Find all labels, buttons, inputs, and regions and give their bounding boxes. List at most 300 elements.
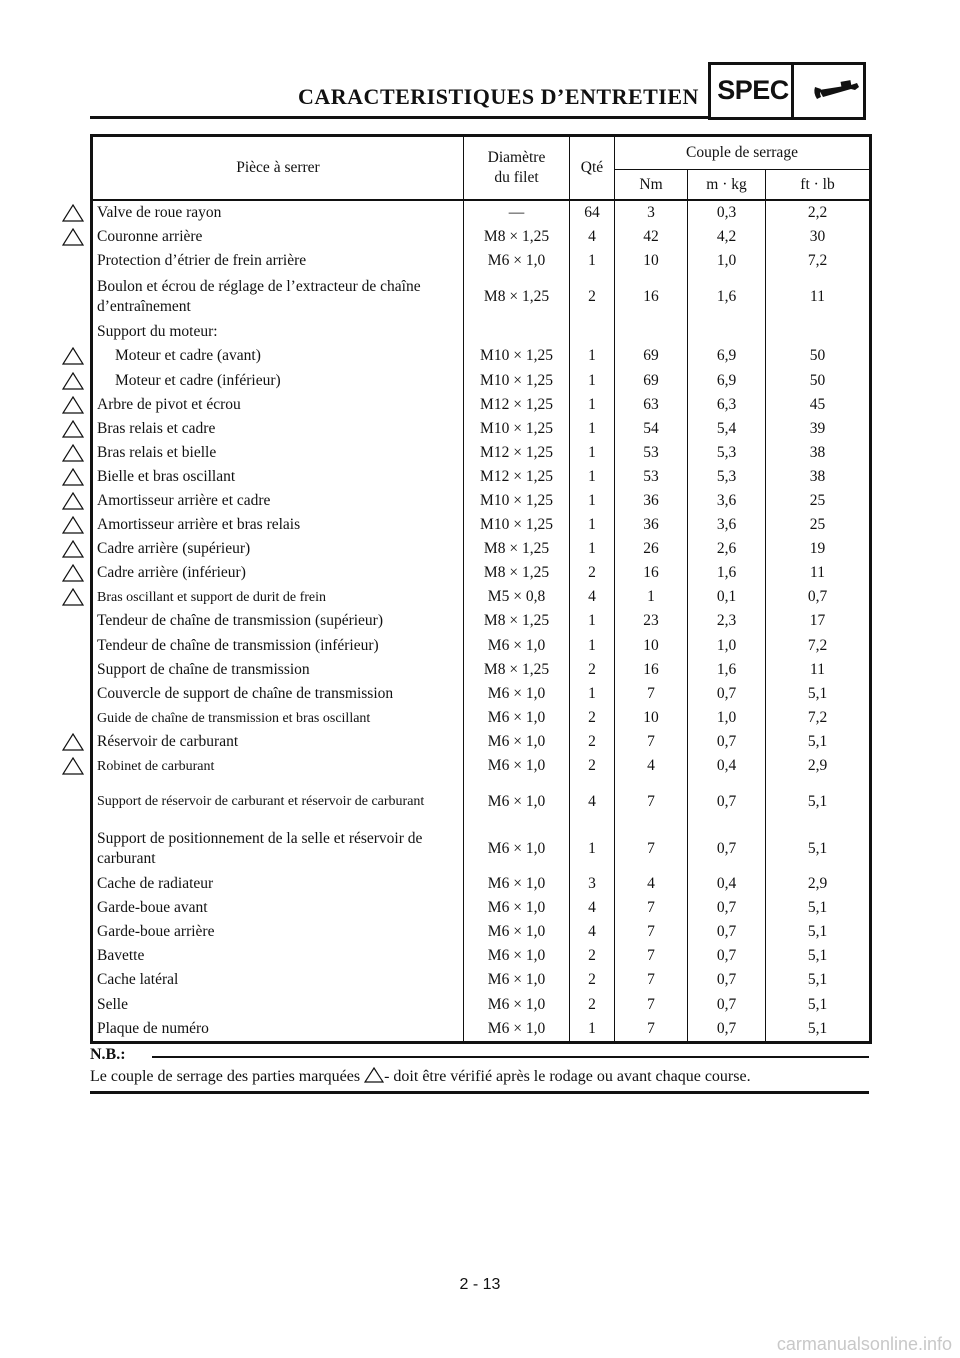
cell-nm (615, 993, 688, 1017)
cell-nm-text: 7 (647, 971, 655, 989)
cell-mkg (688, 944, 766, 968)
cell-mkg-text: 0,1 (716, 588, 737, 606)
cell-ftlb-text: 5,1 (807, 995, 828, 1013)
cell-qte-text: 1 (588, 1019, 596, 1037)
cell-piece (92, 658, 464, 682)
triangle-icon (364, 1067, 384, 1083)
cell-ftlb-text: 2,2 (807, 204, 828, 222)
cell-qte-text: 1 (588, 419, 596, 437)
cell-mkg-text: 3,6 (716, 516, 737, 534)
cell-piece-text: Plaque de numéro (97, 1019, 209, 1037)
table-row (92, 585, 871, 609)
table-row (92, 200, 871, 225)
cell-mkg (688, 537, 766, 561)
cell-nm (615, 968, 688, 992)
header-piece: Pièce à serrer (92, 136, 464, 201)
cell-nm-text: 4 (647, 757, 655, 775)
page-number: 2 - 13 (459, 1276, 501, 1293)
cell-diametre (464, 513, 570, 537)
cell-qte-text: 4 (588, 228, 596, 246)
cell-diametre-text: M6 × 1,0 (487, 971, 546, 989)
cell-piece-text: Selle (97, 995, 128, 1013)
cell-diametre-text: M5 × 0,8 (487, 588, 546, 606)
cell-mkg (688, 825, 766, 872)
cell-ftlb (766, 561, 871, 585)
cell-nm (615, 537, 688, 561)
cell-qte (570, 944, 615, 968)
cell-nm-text: 7 (647, 732, 655, 750)
spec-divider (791, 65, 794, 117)
cell-ftlb (766, 920, 871, 944)
spec-label: SPEC (717, 75, 789, 105)
note-text-before: Le couple de serrage des parties marquées (90, 1068, 365, 1085)
cell-mkg (688, 200, 766, 225)
cell-piece (92, 754, 464, 778)
cell-diametre-text: M6 × 1,0 (487, 757, 546, 775)
cell-ftlb (766, 706, 871, 730)
cell-diametre (464, 465, 570, 489)
cell-piece (92, 993, 464, 1017)
table-row (92, 368, 871, 392)
cell-diametre-text: M10 × 1,25 (480, 491, 553, 509)
cell-mkg (688, 489, 766, 513)
cell-diametre (464, 754, 570, 778)
cell-diametre (464, 393, 570, 417)
cell-ftlb-text: 17 (809, 612, 826, 630)
cell-mkg (688, 368, 766, 392)
cell-piece (92, 417, 464, 441)
cell-ftlb (766, 225, 871, 249)
cell-qte-text: 2 (588, 564, 596, 582)
cell-mkg-text: 1,0 (716, 708, 737, 726)
cell-qte-text: 2 (588, 757, 596, 775)
cell-piece (92, 825, 464, 872)
cell-ftlb-text: 5,1 (807, 971, 828, 989)
cell-qte-text: 2 (588, 947, 596, 965)
cell-ftlb (766, 658, 871, 682)
cell-qte (570, 872, 615, 896)
cell-qte (570, 225, 615, 249)
cell-ftlb (766, 944, 871, 968)
cell-nm-text: 3 (647, 204, 655, 222)
cell-diametre-text: M6 × 1,0 (487, 947, 546, 965)
cell-qte-text: 2 (588, 995, 596, 1013)
table-row (92, 489, 871, 513)
cell-piece-text: Bras relais et bielle (97, 443, 217, 461)
cell-ftlb (766, 393, 871, 417)
cell-nm-text: 69 (643, 347, 659, 365)
cell-diametre (464, 825, 570, 872)
cell-qte-text: 4 (588, 588, 596, 606)
cell-piece (92, 585, 464, 609)
cell-mkg (688, 344, 766, 368)
cell-piece (92, 513, 464, 537)
cell-ftlb-text: 7,2 (807, 708, 828, 726)
cell-ftlb-text: 7,2 (807, 252, 828, 270)
cell-qte (570, 513, 615, 537)
cell-piece (92, 920, 464, 944)
table-row (92, 441, 871, 465)
triangle-icon (62, 540, 84, 558)
cell-mkg-text: 3,6 (716, 491, 737, 509)
cell-mkg (688, 441, 766, 465)
cell-piece (92, 872, 464, 896)
cell-nm-text: 26 (643, 540, 659, 558)
cell-nm-text: 7 (647, 947, 655, 965)
cell-qte (570, 537, 615, 561)
cell-qte-text: 4 (588, 792, 596, 810)
cell-nm (615, 1017, 688, 1043)
cell-mkg-text: 2,3 (716, 612, 737, 630)
cell-diametre-text: M6 × 1,0 (487, 923, 546, 941)
cell-ftlb-text: 5,1 (807, 899, 828, 917)
cell-ftlb-text: 5,1 (807, 1019, 828, 1037)
cell-ftlb-text: 5,1 (807, 839, 828, 857)
cell-ftlb (766, 465, 871, 489)
cell-nm-text: 10 (643, 252, 659, 270)
cell-mkg-text: 6,9 (716, 371, 737, 389)
cell-ftlb (766, 368, 871, 392)
cell-ftlb-text: 19 (809, 540, 826, 558)
cell-mkg-text: 5,3 (716, 443, 737, 461)
cell-piece (92, 968, 464, 992)
cell-mkg (688, 249, 766, 273)
cell-nm (615, 658, 688, 682)
table-row (92, 920, 871, 944)
cell-mkg-text: 6,3 (716, 395, 737, 413)
triangle-icon (62, 757, 84, 775)
cell-nm-text: 7 (647, 899, 655, 917)
cell-nm (615, 585, 688, 609)
table-row (92, 730, 871, 754)
cell-ftlb-text: 50 (809, 347, 826, 365)
cell-piece (92, 200, 464, 225)
cell-diametre (464, 561, 570, 585)
note-rule-top (152, 1056, 869, 1058)
cell-mkg-text: 0,7 (716, 947, 737, 965)
cell-qte-text: 2 (588, 971, 596, 989)
table-row (92, 968, 871, 992)
note-label: N.B.: (90, 1046, 126, 1063)
cell-ftlb-text: 38 (809, 443, 826, 461)
triangle-icon (62, 444, 84, 462)
cell-nm (615, 273, 688, 320)
cell-nm (615, 249, 688, 273)
cell-piece (92, 730, 464, 754)
cell-nm (615, 778, 688, 825)
cell-qte (570, 249, 615, 273)
cell-piece (92, 609, 464, 633)
cell-diametre (464, 273, 570, 320)
cell-mkg (688, 920, 766, 944)
cell-qte-text: 1 (588, 371, 596, 389)
table-row (92, 682, 871, 706)
cell-qte (570, 417, 615, 441)
cell-qte-text: 1 (588, 347, 596, 365)
cell-qte (570, 920, 615, 944)
cell-mkg-text: 0,7 (716, 684, 737, 702)
cell-piece (92, 344, 464, 368)
cell-diametre-text: M8 × 1,25 (483, 564, 550, 582)
cell-qte-text: 1 (588, 443, 596, 461)
cell-mkg-text: 0,7 (716, 732, 737, 750)
cell-ftlb (766, 344, 871, 368)
cell-ftlb-text: 38 (809, 467, 826, 485)
cell-diametre-text: M8 × 1,25 (483, 228, 550, 246)
cell-nm (615, 320, 688, 344)
page-title: CARACTERISTIQUES D’ENTRETIEN (298, 84, 699, 109)
table-row (92, 417, 871, 441)
cell-mkg-text: 0,7 (716, 899, 737, 917)
cell-nm (615, 561, 688, 585)
cell-diametre-text: M6 × 1,0 (487, 995, 546, 1013)
cell-diametre-text: M6 × 1,0 (487, 708, 546, 726)
cell-qte (570, 896, 615, 920)
cell-piece (92, 368, 464, 392)
cell-diametre-text: M8 × 1,25 (483, 540, 550, 558)
cell-piece-text: Bras relais et cadre (97, 419, 216, 437)
cell-mkg-text: 0,7 (716, 923, 737, 941)
cell-nm (615, 417, 688, 441)
cell-diametre (464, 537, 570, 561)
cell-piece-text: Moteur et cadre (inférieur) (115, 371, 281, 389)
note-rule-bottom (90, 1091, 869, 1094)
triangle-icon (62, 588, 84, 606)
cell-qte (570, 730, 615, 754)
torque-table (90, 134, 872, 1044)
cell-piece-text: Valve de roue rayon (97, 204, 222, 222)
cell-mkg (688, 1017, 766, 1043)
cell-ftlb (766, 320, 871, 344)
cell-mkg-text: 1,6 (716, 564, 737, 582)
cell-qte (570, 778, 615, 825)
cell-qte (570, 465, 615, 489)
cell-ftlb-text: 11 (810, 660, 825, 678)
cell-qte-text: 1 (588, 395, 596, 413)
cell-ftlb (766, 754, 871, 778)
cell-piece-text: Support du moteur: (97, 323, 218, 341)
header-mkg: m · kg (688, 170, 766, 201)
cell-ftlb (766, 273, 871, 320)
cell-mkg-text: 1,6 (716, 287, 737, 305)
cell-qte-text: 1 (588, 612, 596, 630)
cell-nm-text: 7 (647, 995, 655, 1013)
table-row (92, 537, 871, 561)
cell-diametre-text: M10 × 1,25 (480, 347, 553, 365)
note-text-after: - doit être vérifié après le rodage ou avant chaque course. (384, 1068, 751, 1085)
cell-diametre (464, 320, 570, 344)
cell-diametre (464, 778, 570, 825)
cell-nm-text: 36 (643, 516, 659, 534)
table-row (92, 273, 871, 320)
cell-piece-text: Amortisseur arrière et cadre (97, 491, 271, 509)
cell-qte (570, 368, 615, 392)
cell-piece (92, 441, 464, 465)
cell-qte-text: 2 (588, 287, 596, 305)
cell-diametre (464, 1017, 570, 1043)
cell-diametre (464, 706, 570, 730)
cell-piece-text: Guide de chaîne de transmission et bras oscillant (97, 710, 371, 726)
cell-nm-text: 10 (643, 636, 659, 654)
triangle-icon (62, 492, 84, 510)
spec-badge (708, 62, 866, 120)
cell-ftlb-text: 25 (809, 491, 826, 509)
table-row (92, 754, 871, 778)
cell-nm-text: 7 (647, 923, 655, 941)
cell-ftlb (766, 489, 871, 513)
header-couple: Couple de serrage (615, 136, 871, 170)
table-row (92, 706, 871, 730)
cell-mkg (688, 634, 766, 658)
cell-diametre (464, 730, 570, 754)
cell-mkg-text: 0,3 (716, 204, 737, 222)
cell-mkg (688, 682, 766, 706)
cell-nm-text: 16 (643, 287, 659, 305)
cell-mkg-text: 1,0 (716, 252, 737, 270)
cell-diametre-text: M10 × 1,25 (480, 419, 553, 437)
cell-qte (570, 1017, 615, 1043)
cell-piece-text: Amortisseur arrière et bras relais (97, 516, 301, 534)
cell-qte-text: 1 (588, 839, 596, 857)
table-row (92, 778, 871, 825)
cell-mkg (688, 465, 766, 489)
cell-qte-text: 1 (588, 636, 596, 654)
cell-piece-text: Cadre arrière (inférieur) (97, 564, 246, 582)
cell-diametre (464, 225, 570, 249)
header-diametre: Diamètre du filet (464, 136, 570, 201)
cell-ftlb (766, 634, 871, 658)
cell-mkg (688, 417, 766, 441)
cell-nm-text: 16 (643, 660, 659, 678)
cell-qte (570, 489, 615, 513)
cell-mkg (688, 968, 766, 992)
cell-nm-text: 69 (643, 371, 659, 389)
cell-piece (92, 249, 464, 273)
cell-qte-text: 3 (588, 875, 596, 893)
cell-ftlb-text: 45 (809, 395, 826, 413)
cell-nm (615, 513, 688, 537)
cell-mkg-text: 1,0 (716, 636, 737, 654)
cell-qte (570, 320, 615, 344)
cell-ftlb (766, 200, 871, 225)
cell-piece (92, 634, 464, 658)
cell-diametre (464, 993, 570, 1017)
cell-ftlb (766, 249, 871, 273)
cell-nm (615, 825, 688, 872)
cell-piece (92, 320, 464, 344)
cell-piece (92, 896, 464, 920)
cell-ftlb-text: 11 (810, 287, 825, 305)
cell-ftlb (766, 441, 871, 465)
cell-piece-text: Arbre de pivot et écrou (97, 395, 241, 413)
cell-ftlb (766, 513, 871, 537)
cell-nm (615, 225, 688, 249)
cell-mkg (688, 273, 766, 320)
table-row (92, 225, 871, 249)
cell-piece (92, 778, 464, 825)
table-row (92, 658, 871, 682)
cell-diametre (464, 344, 570, 368)
cell-piece (92, 682, 464, 706)
cell-piece-text: Bras oscillant et support de durit de frein (97, 590, 326, 606)
cell-ftlb-text: 0,7 (807, 588, 828, 606)
cell-diametre-text: M6 × 1,0 (487, 792, 546, 810)
cell-qte (570, 561, 615, 585)
cell-piece (92, 465, 464, 489)
cell-ftlb (766, 730, 871, 754)
table-row (92, 634, 871, 658)
cell-piece (92, 944, 464, 968)
cell-diametre (464, 489, 570, 513)
cell-qte-text: 1 (588, 491, 596, 509)
cell-mkg (688, 225, 766, 249)
cell-mkg-text: 0,4 (716, 875, 737, 893)
table-row (92, 513, 871, 537)
table-row (92, 465, 871, 489)
cell-mkg-text: 1,6 (716, 660, 737, 678)
table-row (92, 249, 871, 273)
cell-ftlb (766, 872, 871, 896)
cell-nm-text: 42 (643, 228, 659, 246)
cell-nm (615, 896, 688, 920)
cell-nm-text: 4 (647, 875, 655, 893)
cell-mkg-text: 0,7 (716, 1019, 737, 1037)
cell-diametre (464, 634, 570, 658)
table-row (92, 609, 871, 633)
cell-qte (570, 393, 615, 417)
cell-mkg-text: 4,2 (716, 228, 737, 246)
cell-diametre (464, 200, 570, 225)
cell-piece-text: Garde-boue arrière (97, 923, 215, 941)
cell-piece-text: Protection d’étrier de frein arrière (97, 252, 307, 270)
cell-mkg-text: 0,7 (716, 839, 737, 857)
cell-piece (92, 1017, 464, 1043)
cell-ftlb-text: 2,9 (807, 757, 828, 775)
cell-mkg (688, 320, 766, 344)
table-row (92, 1017, 871, 1043)
cell-qte-text: 4 (588, 923, 596, 941)
cell-nm-text: 53 (643, 443, 659, 461)
cell-diametre-text: M10 × 1,25 (480, 371, 553, 389)
table-row (92, 944, 871, 968)
cell-ftlb-text: 5,1 (807, 792, 828, 810)
cell-nm (615, 465, 688, 489)
cell-mkg-text: 0,7 (716, 971, 737, 989)
cell-nm (615, 609, 688, 633)
header-ftlb: ft · lb (766, 170, 871, 201)
cell-nm-text: 63 (643, 395, 659, 413)
cell-qte-text: 2 (588, 660, 596, 678)
cell-nm-text: 23 (643, 612, 659, 630)
cell-diametre-text: M6 × 1,0 (487, 684, 546, 702)
cell-diametre-text: M12 × 1,25 (480, 395, 553, 413)
cell-ftlb-text: 30 (809, 228, 826, 246)
cell-diametre-text: M6 × 1,0 (487, 899, 546, 917)
cell-diametre-text: M6 × 1,0 (487, 839, 546, 857)
cell-mkg-text: 0,4 (716, 757, 737, 775)
cell-diametre-text: M8 × 1,25 (483, 287, 550, 305)
cell-ftlb-text: 5,1 (807, 923, 828, 941)
cell-nm (615, 706, 688, 730)
cell-nm (615, 393, 688, 417)
cell-piece-text: Bavette (97, 947, 145, 965)
cell-nm (615, 200, 688, 225)
cell-piece-text: Tendeur de chaîne de transmission (inférieur) (97, 636, 379, 654)
cell-ftlb (766, 585, 871, 609)
table-row (92, 993, 871, 1017)
cell-diametre-text: M10 × 1,25 (480, 516, 553, 534)
triangle-icon (62, 420, 84, 438)
